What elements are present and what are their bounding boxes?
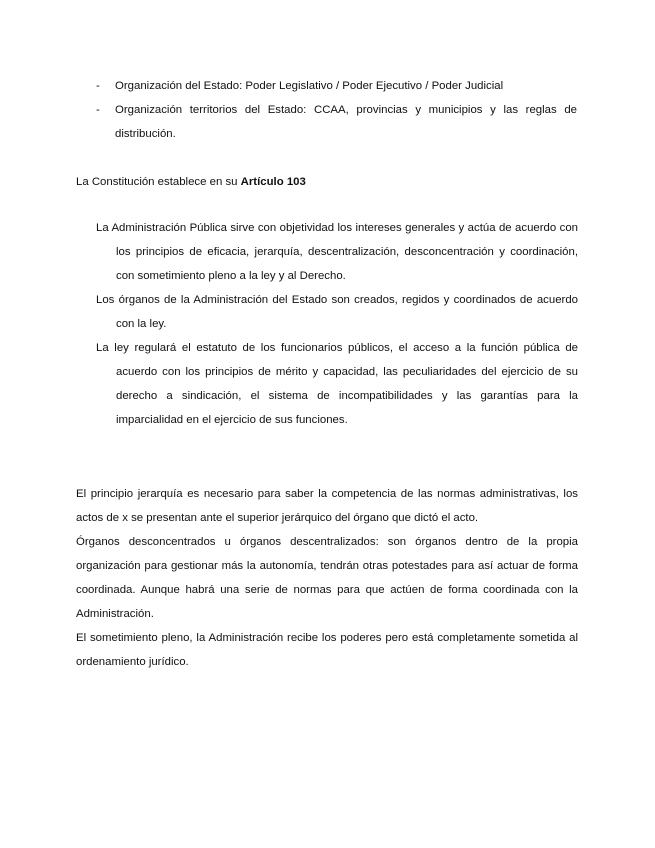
dash-marker: - bbox=[96, 104, 100, 116]
commentary-paragraph: Órganos desconcentrados u órganos descentralizados: son órganos dentro de la propia organización para gestionar más la autonomía, tendrán otras potestades para así actuar de forma coordinada. Aunque habrá una serie de normas para que actúen de forma coordinada con la Administración. bbox=[76, 536, 578, 620]
commentary-paragraph: El sometimiento pleno, la Administración recibe los poderes pero está completamente sometida al ordenamiento jurídico. bbox=[76, 632, 578, 668]
dash-marker: - bbox=[96, 80, 100, 92]
article-item: La Administración Pública sirve con objetividad los intereses generales y actúa de acuerdo con los principios de eficacia, jerarquía, descentralización, desconcentración y coordinación, con sometimiento pleno a la ley y al Derecho. bbox=[96, 222, 578, 282]
article-item: La ley regulará el estatuto de los funcionarios públicos, el acceso a la función pública de acuerdo con los principios de mérito y capacidad, las peculiaridades del ejercicio de su derecho a sindicación, el sistema de incompatibilidades y las garantías para la imparcialidad en el ejercicio de sus funciones. bbox=[96, 342, 578, 426]
intro-text: La Constitución establece en su bbox=[76, 176, 241, 188]
dash-item bbox=[96, 98, 655, 146]
dash-item bbox=[96, 74, 655, 98]
commentary-section bbox=[76, 482, 578, 674]
article-103-list bbox=[96, 216, 578, 432]
dash-item-text: Organización territorios del Estado: CCAA, provincias y municipios y las reglas de distribución. bbox=[115, 104, 577, 140]
article-reference: Artículo 103 bbox=[240, 176, 306, 188]
article-item: Los órganos de la Administración del Estado son creados, regidos y coordinados de acuerdo con la ley. bbox=[96, 294, 578, 330]
intro-sentence bbox=[76, 170, 306, 194]
commentary-paragraph: El principio jerarquía es necesario para saber la competencia de las normas administrativas, los actos de x se presentan ante el superior jerárquico del órgano que dictó el acto. bbox=[76, 488, 578, 524]
dash-list bbox=[0, 74, 655, 146]
dash-item-text: Organización del Estado: Poder Legislativo / Poder Ejecutivo / Poder Judicial bbox=[115, 80, 504, 92]
